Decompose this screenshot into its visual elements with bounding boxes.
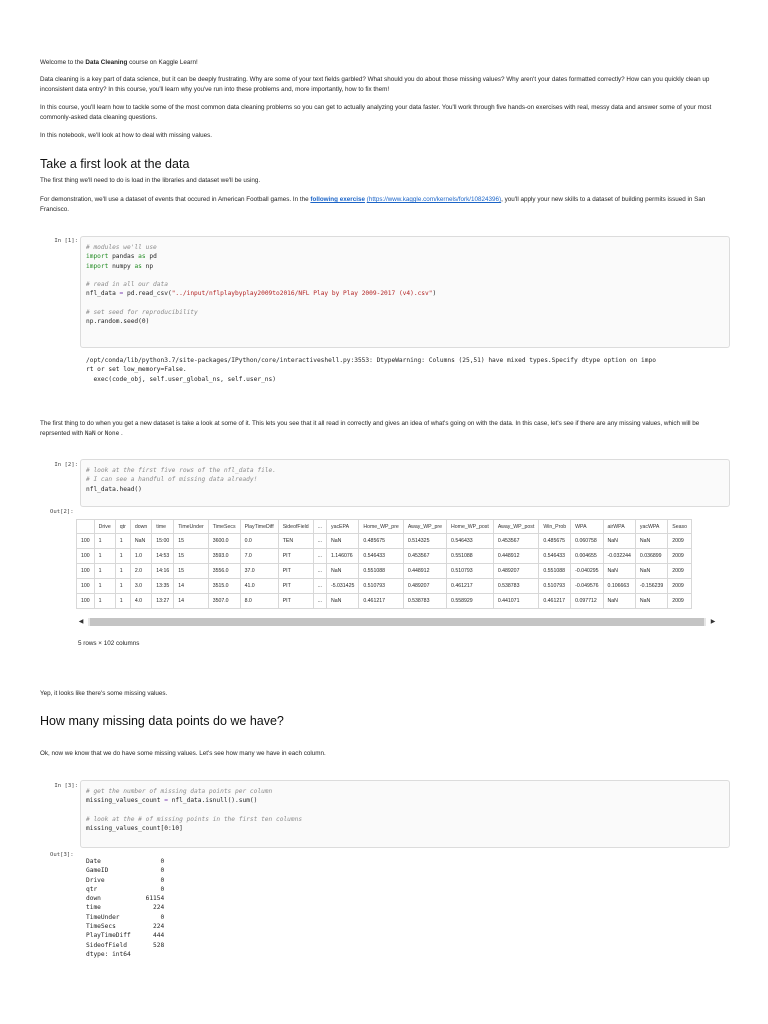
dataframe-output[interactable] xyxy=(76,519,718,611)
table-cell: 15 xyxy=(174,549,208,564)
table-cell: 0.461217 xyxy=(539,594,571,609)
dataframe-column-header: qtr xyxy=(115,520,130,534)
following-exercise-link[interactable]: following exercise xyxy=(310,196,365,203)
table-cell: 0.551088 xyxy=(359,564,403,579)
intro-welcome xyxy=(40,58,720,68)
table-cell: 0.546433 xyxy=(447,534,494,549)
table-cell: ... xyxy=(313,594,326,609)
dataframe-column-header: Drive xyxy=(94,520,115,534)
table-cell: ... xyxy=(313,564,326,579)
section1-para-2-pre: For demonstration, we'll use a dataset of events that occured in American Football games. In the xyxy=(40,196,311,203)
code-comment: # look at the first five rows of the nfl_data file. xyxy=(86,467,276,474)
dataframe-column-header: Win_Prob xyxy=(539,520,571,534)
cell1-stderr-output: /opt/conda/lib/python3.7/site-packages/IPython/core/interactiveshell.py:3553: DtypeWarning: Columns (25,51) have mixed types.Specify dtype option on impo rt or set low_memory=False. exec(code_obj, self.user_global_ns, self.user_ns) xyxy=(86,357,656,383)
section-heading-first-look: Take a first look at the data xyxy=(40,157,190,171)
table-cell: 1 xyxy=(94,579,115,594)
table-cell: 0.546433 xyxy=(539,549,571,564)
dataframe-shape-note: 5 rows × 102 columns xyxy=(78,640,140,647)
table-cell: NaN xyxy=(603,564,635,579)
section-heading-missing-count: How many missing data points do we have? xyxy=(40,714,284,728)
table-cell: 1.146076 xyxy=(326,549,358,564)
table-cell: 14 xyxy=(174,594,208,609)
table-cell: 0.453567 xyxy=(403,549,446,564)
table-cell: 14:53 xyxy=(152,549,174,564)
dataframe-body xyxy=(77,534,692,609)
table-cell: ... xyxy=(313,534,326,549)
dataframe-column-header: SideofField xyxy=(278,520,313,534)
section1c-para: Yep, it looks like there's some missing values. xyxy=(40,690,168,697)
intro-para-3: In this notebook, we'll look at how to deal with missing values. xyxy=(40,132,213,139)
row-index-cell: 100 xyxy=(77,564,95,579)
table-cell: 13:35 xyxy=(152,579,174,594)
cell2-out-prompt: Out[2]: xyxy=(50,509,74,515)
dataframe-column-header: Home_WP_post xyxy=(447,520,494,534)
code-keyword: import xyxy=(86,262,109,270)
table-row xyxy=(77,579,692,594)
table-cell: 3593.0 xyxy=(208,549,240,564)
table-cell: NaN xyxy=(326,594,358,609)
table-cell: 1 xyxy=(115,594,130,609)
code-text: pd.read_csv( xyxy=(123,290,172,298)
table-cell: 0.538783 xyxy=(403,594,446,609)
code-cell-3-source[interactable] xyxy=(81,781,729,833)
table-cell: 3556.0 xyxy=(208,564,240,579)
table-cell: NaN xyxy=(603,594,635,609)
table-cell: NaN xyxy=(326,534,358,549)
table-cell: NaN xyxy=(130,534,151,549)
dataframe-column-header: ... xyxy=(313,520,326,534)
table-cell: 1 xyxy=(94,534,115,549)
code-text: ) xyxy=(432,290,437,298)
code-comment: # read in all our data xyxy=(86,281,168,289)
table-cell: 14:16 xyxy=(152,564,174,579)
table-cell: 0.489207 xyxy=(493,564,539,579)
table-cell: 3600.0 xyxy=(208,534,240,549)
table-cell: NaN xyxy=(326,564,358,579)
dataframe-column-header: Home_WP_pre xyxy=(359,520,403,534)
code-text: missing_values_count xyxy=(86,797,165,805)
exercise-url-link[interactable]: (https://www.kaggle.com/kernels/fork/10824396) xyxy=(366,196,502,203)
code-keyword: import xyxy=(86,253,109,261)
dataframe-column-header: yacWPA xyxy=(635,520,667,534)
table-cell: NaN xyxy=(635,534,667,549)
cell1-prompt: In [1]: xyxy=(54,238,78,244)
cell3-prompt: In [3]: xyxy=(54,783,78,789)
table-cell: 1 xyxy=(115,564,130,579)
table-cell: 37.0 xyxy=(240,564,278,579)
scroll-left-arrow-icon[interactable]: ◀ xyxy=(78,619,84,625)
table-cell: 0.106663 xyxy=(603,579,635,594)
table-cell: 0.510793 xyxy=(539,579,571,594)
dataframe-header-row xyxy=(77,520,692,534)
table-cell: 4.0 xyxy=(130,594,151,609)
table-cell: 0.538783 xyxy=(493,579,539,594)
table-cell: 1 xyxy=(115,579,130,594)
table-cell: 1.0 xyxy=(130,549,151,564)
table-cell: 0.461217 xyxy=(447,579,494,594)
code-comment: # set seed for reproducibility xyxy=(86,309,198,317)
table-cell: 2.0 xyxy=(130,564,151,579)
code-text: nfl_data.head() xyxy=(86,485,142,493)
scrollbar-thumb[interactable] xyxy=(90,618,704,626)
none-inline-code: None xyxy=(104,430,120,437)
table-cell: 14 xyxy=(174,579,208,594)
table-cell: 2009 xyxy=(668,594,692,609)
section1-para-1: The first thing we'll need to do is load in the libraries and dataset we'll be using. xyxy=(40,177,261,184)
dataframe-table xyxy=(76,519,692,609)
dataframe-column-header xyxy=(77,520,95,534)
code-text: pandas xyxy=(108,253,139,261)
code-text: nfl_data.isnull().sum() xyxy=(167,797,258,805)
table-cell: 0.489207 xyxy=(403,579,446,594)
table-cell: 0.551088 xyxy=(447,549,494,564)
dataframe-column-header: yacEPA xyxy=(326,520,358,534)
table-cell: -5.031425 xyxy=(326,579,358,594)
table-cell: 1 xyxy=(94,594,115,609)
code-comment: # look at the # of missing points in the first ten columns xyxy=(86,815,303,823)
dataframe-column-header: time xyxy=(152,520,174,534)
table-cell: 0.097712 xyxy=(571,594,603,609)
cell2-prompt: In [2]: xyxy=(54,462,78,468)
intro-para-1: Data cleaning is a key part of data science, but it can be deeply frustrating. Why are some of your text fields garbled? What should you do about those missing values? Why aren't your dates formatted correctly? How can you quickly clean up inconsistent data entry? In this course, you'll learn why you've run into these problems and, more importantly, how to fix them! xyxy=(40,76,710,93)
cell3-series-output: Date 0 GameID 0 Drive 0 qtr 0 down 61154 time 224 TimeUnder 0 TimeSecs 224 PlayTimeDiff 444 SideofField 528 dtype: int64 xyxy=(86,858,165,958)
table-cell: ... xyxy=(313,549,326,564)
intro-welcome-pre: Welcome to the xyxy=(40,59,86,66)
table-cell: 3.0 xyxy=(130,579,151,594)
table-cell: 0.453567 xyxy=(493,534,539,549)
row-index-cell: 100 xyxy=(77,534,95,549)
table-cell: 0.510793 xyxy=(359,579,403,594)
dataframe-column-header: WPA xyxy=(571,520,603,534)
row-index-cell: 100 xyxy=(77,594,95,609)
code-cell-2[interactable] xyxy=(80,459,730,507)
code-comment: # I can see a handful of missing data already! xyxy=(86,476,258,484)
dataframe-column-header: TimeUnder xyxy=(174,520,208,534)
table-cell: 15 xyxy=(174,564,208,579)
code-operator: = xyxy=(119,290,124,298)
intro-para-2: In this course, you'll learn how to tackle some of the most common data cleaning problems so you can get to actually analyzing your data faster. You'll work through five hands-on exercises with real, messy data and answer some of your most commonly-asked data cleaning questions. xyxy=(40,104,712,121)
dataframe-column-header: Away_WP_pre xyxy=(403,520,446,534)
dataframe-column-header: airWPA xyxy=(603,520,635,534)
table-cell: 3507.0 xyxy=(208,594,240,609)
table-cell: 0.441071 xyxy=(493,594,539,609)
table-cell: 0.461217 xyxy=(359,594,403,609)
code-string: "../input/nflplaybyplay2009to2016/NFL Play by Play 2009-2017 (v4).csv" xyxy=(171,290,433,298)
table-cell: 0.448912 xyxy=(403,564,446,579)
code-operator: = xyxy=(164,797,168,805)
table-cell: 1 xyxy=(94,564,115,579)
table-row xyxy=(77,594,692,609)
table-cell: PIT xyxy=(278,594,313,609)
table-cell: TEN xyxy=(278,534,313,549)
dataframe-horizontal-scrollbar[interactable] xyxy=(76,617,718,627)
section1-para-2 xyxy=(40,195,720,215)
table-cell: 0.060758 xyxy=(571,534,603,549)
dataframe-column-header: Away_WP_post xyxy=(493,520,539,534)
table-cell: PIT xyxy=(278,549,313,564)
code-text: np xyxy=(141,262,154,270)
table-cell: 15:00 xyxy=(152,534,174,549)
section1b-para-pre: The first thing to do when you get a new dataset is take a look at some of it. This lets you see that it all read in correctly and gives an idea of what's going on with the data. In this case, let's see if there are any missing values, which will be reprsented with xyxy=(40,420,700,437)
code-keyword: as xyxy=(138,253,146,261)
code-text: numpy xyxy=(108,262,135,270)
table-cell: 0.546433 xyxy=(359,549,403,564)
table-cell: 41.0 xyxy=(240,579,278,594)
code-cell-1[interactable] xyxy=(80,236,730,348)
table-cell: -0.049576 xyxy=(571,579,603,594)
code-text: pd xyxy=(145,253,157,261)
table-cell: 0.036899 xyxy=(635,549,667,564)
table-cell: 0.485675 xyxy=(539,534,571,549)
table-row xyxy=(77,549,692,564)
row-index-cell: 100 xyxy=(77,549,95,564)
table-cell: 8.0 xyxy=(240,594,278,609)
table-cell: 15 xyxy=(174,534,208,549)
table-cell: -0.032244 xyxy=(603,549,635,564)
table-cell: NaN xyxy=(635,594,667,609)
table-cell: 0.0 xyxy=(240,534,278,549)
code-comment: # modules we'll use xyxy=(86,244,157,251)
table-cell: PIT xyxy=(278,579,313,594)
section1b-para xyxy=(40,419,720,439)
code-text: missing_values_count[0:10] xyxy=(86,825,183,833)
code-cell-1-source[interactable] xyxy=(81,237,729,327)
section2-para: Ok, now we know that we do have some missing values. Let's see how many we have in each column. xyxy=(40,750,326,757)
cell3-out-prompt: Out[3]: xyxy=(50,852,74,858)
code-text: nfl_data xyxy=(86,290,120,298)
table-cell: 3515.0 xyxy=(208,579,240,594)
code-comment: # get the number of missing data points per column xyxy=(86,788,273,795)
row-index-cell: 100 xyxy=(77,579,95,594)
code-keyword: as xyxy=(134,262,142,270)
table-row xyxy=(77,564,692,579)
table-cell: 13:27 xyxy=(152,594,174,609)
code-cell-3[interactable] xyxy=(80,780,730,848)
table-cell: 2009 xyxy=(668,564,692,579)
table-cell: 0.510793 xyxy=(447,564,494,579)
table-cell: NaN xyxy=(635,564,667,579)
table-cell: -0.156239 xyxy=(635,579,667,594)
table-cell: 1 xyxy=(94,549,115,564)
table-cell: 0.514325 xyxy=(403,534,446,549)
section1b-or: or xyxy=(95,430,105,437)
intro-welcome-bold: Data Cleaning xyxy=(85,59,128,66)
table-cell: 0.004655 xyxy=(571,549,603,564)
section1b-end: . xyxy=(119,430,123,437)
nan-inline-code: NaN xyxy=(84,430,96,437)
table-cell: NaN xyxy=(603,534,635,549)
table-cell: 0.551088 xyxy=(539,564,571,579)
scroll-right-arrow-icon[interactable]: ▶ xyxy=(710,619,716,625)
table-cell: 0.485675 xyxy=(359,534,403,549)
code-text: np.random.seed(0) xyxy=(86,318,150,326)
table-cell: 1 xyxy=(115,549,130,564)
table-cell: 1 xyxy=(115,534,130,549)
table-cell: -0.040295 xyxy=(571,564,603,579)
table-cell: 2009 xyxy=(668,534,692,549)
table-cell: ... xyxy=(313,579,326,594)
table-cell: 7.0 xyxy=(240,549,278,564)
table-cell: 2009 xyxy=(668,579,692,594)
intro-welcome-post: course on Kaggle Learn! xyxy=(127,59,198,66)
table-cell: 0.448912 xyxy=(493,549,539,564)
dataframe-column-header: TimeSecs xyxy=(208,520,240,534)
table-cell: 0.558929 xyxy=(447,594,494,609)
dataframe-column-header: PlayTimeDiff xyxy=(240,520,278,534)
dataframe-column-header: down xyxy=(130,520,151,534)
table-row xyxy=(77,534,692,549)
dataframe-column-header: Seaso xyxy=(668,520,692,534)
table-cell: 2009 xyxy=(668,549,692,564)
section1-para-2-post: , you'll apply your new skills to a dataset of building permits issued in San Francisco. xyxy=(40,196,706,213)
table-cell: PIT xyxy=(278,564,313,579)
code-cell-2-source[interactable] xyxy=(81,460,729,494)
